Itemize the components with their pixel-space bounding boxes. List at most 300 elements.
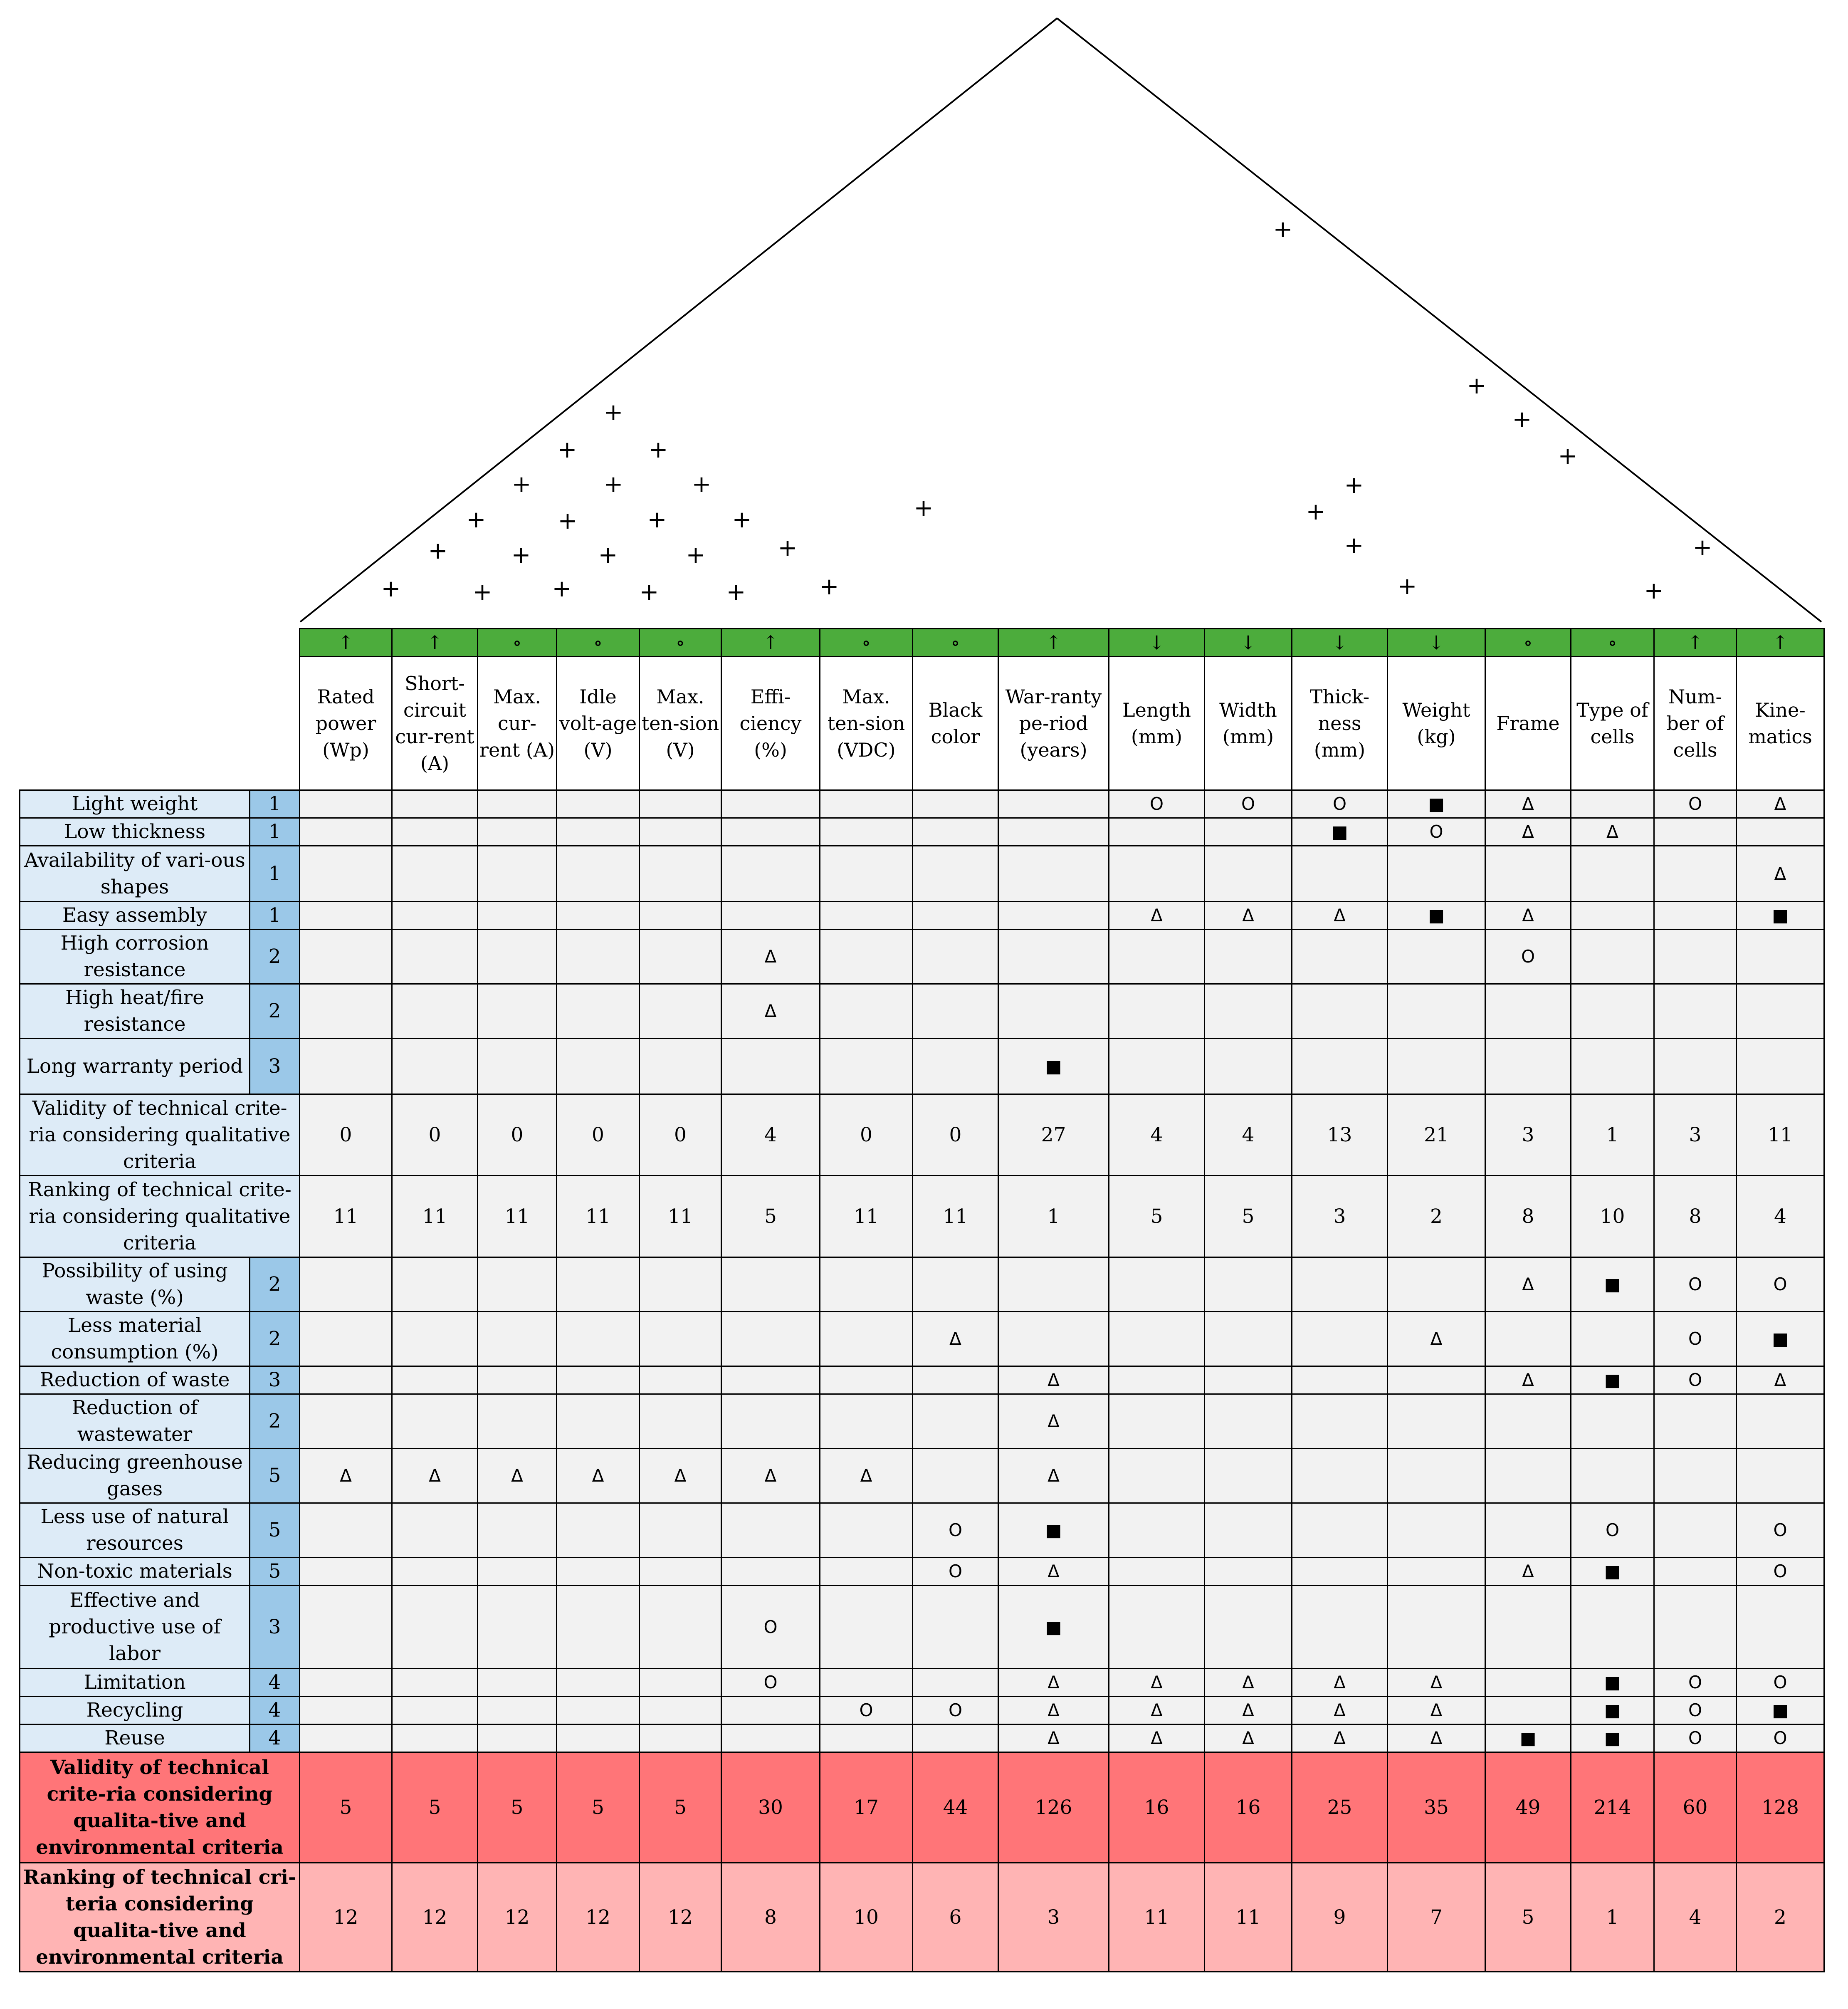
relationship-cell: ■ (998, 1503, 1109, 1558)
relationship-cell (820, 1724, 913, 1752)
requirement-weight: 5 (250, 1503, 300, 1558)
requirement-label: Light weight (20, 790, 250, 818)
final-summary-value: 3 (998, 1863, 1109, 1972)
summary-value: 5 (1205, 1176, 1292, 1257)
relationship-cell (557, 1586, 640, 1669)
relationship-cell: Δ (1737, 790, 1824, 818)
relationship-cell: Δ (998, 1724, 1109, 1752)
final-summary-value: 5 (478, 1752, 557, 1863)
final-summary-value: 12 (557, 1863, 640, 1972)
relationship-cell: Δ (1485, 902, 1571, 930)
final-summary-value: 1 (1571, 1863, 1654, 1972)
relationship-cell (1571, 1039, 1654, 1094)
relationship-cell (300, 846, 392, 902)
relationship-cell (1388, 1394, 1485, 1449)
relationship-cell (557, 818, 640, 846)
relationship-cell (1109, 1312, 1205, 1366)
positive-correlation-mark: + (466, 506, 486, 533)
relationship-cell (1571, 846, 1654, 902)
relationship-cell (640, 846, 721, 902)
relationship-cell (1205, 1394, 1292, 1449)
positive-correlation-mark: + (603, 399, 623, 426)
summary-value: 27 (998, 1094, 1109, 1176)
relationship-cell (1205, 1449, 1292, 1503)
relationship-cell (913, 1394, 998, 1449)
relationship-cell (721, 846, 820, 902)
relationship-cell: Δ (1485, 790, 1571, 818)
final-summary-value: 16 (1109, 1752, 1205, 1863)
relationship-cell (913, 1366, 998, 1394)
relationship-cell: Δ (1109, 1724, 1205, 1752)
relationship-cell: ■ (1571, 1724, 1654, 1752)
relationship-cell (1205, 1366, 1292, 1394)
empty-corner-cell (20, 657, 300, 790)
relationship-cell: ■ (1571, 1669, 1654, 1697)
summary-value: 5 (721, 1176, 820, 1257)
relationship-cell (1654, 1449, 1737, 1503)
relationship-cell (557, 1697, 640, 1724)
relationship-cell: ■ (1292, 818, 1388, 846)
relationship-cell (820, 1312, 913, 1366)
requirement-label: Reducing greenhouse gases (20, 1449, 250, 1503)
relationship-cell (998, 1257, 1109, 1312)
relationship-cell (820, 818, 913, 846)
relationship-cell (998, 902, 1109, 930)
environmental-requirement-row (20, 1449, 1824, 1503)
relationship-cell (1292, 1394, 1388, 1449)
relationship-cell (820, 1669, 913, 1697)
technical-criterion-header: Rated power (Wp) (300, 657, 392, 790)
relationship-cell (392, 818, 478, 846)
technical-criterion-header: Black color (913, 657, 998, 790)
final-summary-value: 12 (640, 1863, 721, 1972)
relationship-cell (820, 930, 913, 984)
summary-value: 1 (1571, 1094, 1654, 1176)
relationship-cell (913, 984, 998, 1039)
summary-value: 21 (1388, 1094, 1485, 1176)
direction-arrow-cell: ∘ (1485, 629, 1571, 657)
relationship-cell (721, 1503, 820, 1558)
qualitative-requirement-row (20, 818, 1824, 846)
environmental-requirement-row (20, 1724, 1824, 1752)
relationship-cell: ■ (1485, 1724, 1571, 1752)
relationship-cell (1654, 930, 1737, 984)
positive-correlation-mark: + (726, 579, 746, 606)
relationship-cell: O (913, 1697, 998, 1724)
qualitative-validity-row (20, 1094, 1824, 1176)
technical-criterion-header: Num-ber of cells (1654, 657, 1737, 790)
requirement-label: Less material consumption (%) (20, 1312, 250, 1366)
relationship-cell: Δ (1292, 1724, 1388, 1752)
relationship-cell (1292, 1503, 1388, 1558)
relationship-cell (392, 1312, 478, 1366)
relationship-cell (557, 790, 640, 818)
relationship-cell (640, 1366, 721, 1394)
relationship-cell (1292, 984, 1388, 1039)
relationship-cell (1109, 1394, 1205, 1449)
direction-arrow-cell: ↑ (1737, 629, 1824, 657)
relationship-cell (1654, 984, 1737, 1039)
relationship-cell (1737, 1449, 1824, 1503)
environmental-requirement-row (20, 1503, 1824, 1558)
positive-correlation-mark: + (914, 495, 934, 522)
relationship-cell (820, 790, 913, 818)
relationship-cell (1737, 1394, 1824, 1449)
requirement-label: Recycling (20, 1697, 250, 1724)
relationship-cell (820, 984, 913, 1039)
relationship-cell (1571, 790, 1654, 818)
relationship-cell: ■ (1571, 1366, 1654, 1394)
final-summary-value: 7 (1388, 1863, 1485, 1972)
relationship-cell (640, 1039, 721, 1094)
final-summary-value: 10 (820, 1863, 913, 1972)
relationship-cell (557, 902, 640, 930)
relationship-cell (721, 1366, 820, 1394)
relationship-cell (1388, 1257, 1485, 1312)
relationship-cell (1109, 818, 1205, 846)
final-summary-value: 44 (913, 1752, 998, 1863)
relationship-cell (478, 846, 557, 902)
relationship-cell (820, 1366, 913, 1394)
relationship-cell: O (913, 1503, 998, 1558)
final-summary-value: 9 (1292, 1863, 1388, 1972)
requirement-label: Limitation (20, 1669, 250, 1697)
relationship-cell (1737, 930, 1824, 984)
summary-value: 0 (820, 1094, 913, 1176)
relationship-cell (1109, 1558, 1205, 1586)
requirement-label: Long warranty period (20, 1039, 250, 1094)
direction-arrow-cell: ↓ (1388, 629, 1485, 657)
final-summary-value: 12 (392, 1863, 478, 1972)
summary-value: 8 (1654, 1176, 1737, 1257)
relationship-cell (478, 984, 557, 1039)
relationship-cell (721, 1558, 820, 1586)
final-summary-value: 128 (1737, 1752, 1824, 1863)
relationship-cell (640, 1586, 721, 1669)
environmental-requirement-row (20, 1558, 1824, 1586)
relationship-cell (820, 1586, 913, 1669)
final-validity-row (20, 1752, 1824, 1863)
relationship-cell: Δ (998, 1669, 1109, 1697)
positive-correlation-mark: + (1467, 372, 1487, 399)
relationship-cell: O (1737, 1503, 1824, 1558)
positive-correlation-mark: + (647, 506, 667, 533)
relationship-cell (913, 1449, 998, 1503)
relationship-cell: ■ (998, 1039, 1109, 1094)
relationship-cell (1485, 1449, 1571, 1503)
requirement-weight: 2 (250, 1257, 300, 1312)
final-summary-value: 5 (1485, 1863, 1571, 1972)
relationship-cell (1388, 1503, 1485, 1558)
requirement-label: Effective and productive use of labor (20, 1586, 250, 1669)
summary-value: 0 (300, 1094, 392, 1176)
relationship-cell (913, 1586, 998, 1669)
relationship-cell (1654, 1586, 1737, 1669)
relationship-cell (392, 1366, 478, 1394)
relationship-cell: O (1654, 1257, 1737, 1312)
relationship-cell (1205, 818, 1292, 846)
relationship-cell (1571, 1449, 1654, 1503)
relationship-cell (1109, 1366, 1205, 1394)
positive-correlation-mark: + (1306, 498, 1326, 525)
relationship-cell: Δ (1109, 1697, 1205, 1724)
relationship-cell (392, 1724, 478, 1752)
technical-criterion-header: Effi-ciency (%) (721, 657, 820, 790)
technical-criterion-header: Length (mm) (1109, 657, 1205, 790)
relationship-cell: Δ (478, 1449, 557, 1503)
relationship-cell (1571, 902, 1654, 930)
relationship-cell (640, 984, 721, 1039)
positive-correlation-mark: + (1344, 472, 1364, 499)
final-summary-value: 5 (557, 1752, 640, 1863)
final-summary-value: 11 (1205, 1863, 1292, 1972)
requirement-label: Low thickness (20, 818, 250, 846)
relationship-cell (640, 790, 721, 818)
direction-arrow-cell: ∘ (557, 629, 640, 657)
relationship-cell (300, 1257, 392, 1312)
relationship-cell (557, 846, 640, 902)
relationship-cell: ■ (1737, 902, 1824, 930)
relationship-cell (1205, 1503, 1292, 1558)
relationship-cell (557, 1312, 640, 1366)
relationship-cell (1654, 1394, 1737, 1449)
relationship-cell: O (1737, 1669, 1824, 1697)
final-summary-value: 8 (721, 1863, 820, 1972)
relationship-cell (392, 1697, 478, 1724)
relationship-cell (300, 1697, 392, 1724)
relationship-cell (478, 1503, 557, 1558)
environmental-requirement-row (20, 1669, 1824, 1697)
relationship-cell (1485, 1586, 1571, 1669)
relationship-cell (913, 1039, 998, 1094)
relationship-cell: Δ (1388, 1312, 1485, 1366)
relationship-cell: Δ (1388, 1724, 1485, 1752)
relationship-cell (478, 1257, 557, 1312)
relationship-cell: ■ (1737, 1697, 1824, 1724)
relationship-cell (1109, 1257, 1205, 1312)
environmental-requirement-row (20, 1586, 1824, 1669)
relationship-cell (998, 790, 1109, 818)
relationship-cell (1654, 818, 1737, 846)
relationship-cell: Δ (1205, 1724, 1292, 1752)
qualitative-requirement-row (20, 984, 1824, 1039)
relationship-cell (721, 1697, 820, 1724)
summary-value: 11 (820, 1176, 913, 1257)
relationship-cell (1205, 1039, 1292, 1094)
summary-value: 11 (300, 1176, 392, 1257)
direction-arrow-cell: ↑ (998, 629, 1109, 657)
technical-criterion-header: Frame (1485, 657, 1571, 790)
relationship-cell (913, 1669, 998, 1697)
relationship-cell (820, 1257, 913, 1312)
summary-value: 0 (913, 1094, 998, 1176)
relationship-cell (998, 846, 1109, 902)
relationship-cell (1109, 846, 1205, 902)
positive-correlation-mark: + (557, 436, 577, 463)
house-of-quality-matrix (19, 628, 1825, 1972)
relationship-cell: ■ (998, 1586, 1109, 1669)
relationship-cell (392, 1558, 478, 1586)
final-summary-value: 11 (1109, 1863, 1205, 1972)
relationship-cell (1205, 846, 1292, 902)
relationship-cell (1388, 930, 1485, 984)
relationship-cell: Δ (1485, 1366, 1571, 1394)
relationship-cell: Δ (1485, 818, 1571, 846)
relationship-cell (478, 1366, 557, 1394)
relationship-cell: O (913, 1558, 998, 1586)
technical-criterion-header: Width (mm) (1205, 657, 1292, 790)
relationship-cell (478, 1669, 557, 1697)
relationship-cell (557, 1039, 640, 1094)
final-summary-value: 5 (640, 1752, 721, 1863)
relationship-cell: Δ (1109, 902, 1205, 930)
summary-label: Validity of technical crite-ria considering qualitative criteria (20, 1094, 300, 1176)
relationship-cell (1737, 818, 1824, 846)
requirement-label: Reduction of waste (20, 1366, 250, 1394)
requirement-label: Availability of vari-ous shapes (20, 846, 250, 902)
direction-arrow-cell: ∘ (820, 629, 913, 657)
relationship-cell (1571, 1312, 1654, 1366)
relationship-cell (820, 1039, 913, 1094)
positive-correlation-mark: + (648, 436, 668, 463)
relationship-cell (1109, 930, 1205, 984)
relationship-cell (478, 818, 557, 846)
relationship-cell (1205, 1558, 1292, 1586)
positive-correlation-mark: + (1692, 534, 1712, 561)
relationship-cell: ■ (1571, 1558, 1654, 1586)
requirement-label: Possibility of using waste (%) (20, 1257, 250, 1312)
positive-correlation-mark: + (692, 471, 712, 498)
relationship-cell (557, 1394, 640, 1449)
relationship-cell (557, 1558, 640, 1586)
relationship-cell (913, 1257, 998, 1312)
relationship-cell: Δ (998, 1558, 1109, 1586)
relationship-cell (478, 1394, 557, 1449)
relationship-cell: O (1654, 1669, 1737, 1697)
relationship-cell (820, 1558, 913, 1586)
relationship-cell: Δ (1109, 1669, 1205, 1697)
relationship-cell (1205, 1257, 1292, 1312)
relationship-cell (300, 1394, 392, 1449)
summary-value: 4 (1737, 1176, 1824, 1257)
relationship-cell (392, 984, 478, 1039)
relationship-cell (557, 1257, 640, 1312)
relationship-cell (1292, 1312, 1388, 1366)
relationship-cell: Δ (913, 1312, 998, 1366)
relationship-cell (1485, 1394, 1571, 1449)
final-summary-value: 35 (1388, 1752, 1485, 1863)
relationship-cell: Δ (1388, 1697, 1485, 1724)
requirement-weight: 4 (250, 1724, 300, 1752)
relationship-cell (820, 902, 913, 930)
relationship-cell (1485, 1039, 1571, 1094)
relationship-cell (1292, 1586, 1388, 1669)
technical-criterion-header: Type of cells (1571, 657, 1654, 790)
direction-arrow-cell: ↓ (1205, 629, 1292, 657)
relationship-cell (392, 1394, 478, 1449)
relationship-cell: Δ (557, 1449, 640, 1503)
technical-criterion-header: War-ranty pe-riod (years) (998, 657, 1109, 790)
relationship-cell (557, 1724, 640, 1752)
summary-value: 1 (998, 1176, 1109, 1257)
direction-arrow-cell: ∘ (1571, 629, 1654, 657)
direction-arrow-cell: ↑ (392, 629, 478, 657)
requirement-label: Reduction of wastewater (20, 1394, 250, 1449)
relationship-cell (300, 902, 392, 930)
requirement-weight: 3 (250, 1586, 300, 1669)
relationship-cell (478, 1724, 557, 1752)
relationship-cell (721, 1394, 820, 1449)
relationship-cell (1737, 1586, 1824, 1669)
final-summary-value: 30 (721, 1752, 820, 1863)
qualitative-requirement-row (20, 902, 1824, 930)
summary-value: 4 (1109, 1094, 1205, 1176)
relationship-cell: ■ (1571, 1697, 1654, 1724)
relationship-cell (1292, 1039, 1388, 1094)
summary-value: 5 (1109, 1176, 1205, 1257)
final-summary-value: 25 (1292, 1752, 1388, 1863)
relationship-cell: Δ (721, 984, 820, 1039)
relationship-cell: Δ (1388, 1669, 1485, 1697)
qualitative-requirement-row (20, 1039, 1824, 1094)
relationship-cell: Δ (1205, 1669, 1292, 1697)
final-summary-value: 2 (1737, 1863, 1824, 1972)
direction-arrow-cell: ∘ (478, 629, 557, 657)
relationship-cell (1205, 984, 1292, 1039)
relationship-cell (721, 1724, 820, 1752)
summary-value: 11 (913, 1176, 998, 1257)
requirement-weight: 5 (250, 1558, 300, 1586)
relationship-cell (1388, 984, 1485, 1039)
final-summary-label: Validity of technical crite-ria considering qualita-tive and environmental criteria (20, 1752, 300, 1863)
relationship-cell (300, 984, 392, 1039)
environmental-requirement-row (20, 1697, 1824, 1724)
relationship-cell (1292, 846, 1388, 902)
relationship-cell (1109, 984, 1205, 1039)
relationship-cell (300, 1503, 392, 1558)
relationship-cell (1571, 1586, 1654, 1669)
summary-value: 0 (392, 1094, 478, 1176)
requirement-weight: 2 (250, 1312, 300, 1366)
summary-value: 4 (1205, 1094, 1292, 1176)
technical-criterion-header: Idle volt-age (V) (557, 657, 640, 790)
relationship-cell (300, 818, 392, 846)
relationship-cell: O (1109, 790, 1205, 818)
final-summary-value: 4 (1654, 1863, 1737, 1972)
technical-criterion-header: Thick-ness (mm) (1292, 657, 1388, 790)
relationship-cell (998, 984, 1109, 1039)
requirement-weight: 2 (250, 930, 300, 984)
empty-corner-cell (20, 629, 300, 657)
relationship-cell (1109, 1503, 1205, 1558)
summary-value: 8 (1485, 1176, 1571, 1257)
relationship-cell (1205, 930, 1292, 984)
requirement-label: High corrosion resistance (20, 930, 250, 984)
relationship-cell (300, 1558, 392, 1586)
relationship-cell (1292, 1257, 1388, 1312)
relationship-cell (640, 818, 721, 846)
relationship-cell (913, 1724, 998, 1752)
technical-criterion-header: Weight (kg) (1388, 657, 1485, 790)
direction-arrow-cell: ∘ (640, 629, 721, 657)
relationship-cell: Δ (998, 1366, 1109, 1394)
requirement-weight: 4 (250, 1669, 300, 1697)
final-summary-value: 49 (1485, 1752, 1571, 1863)
relationship-cell (478, 930, 557, 984)
final-summary-value: 17 (820, 1752, 913, 1863)
relationship-cell (998, 1312, 1109, 1366)
relationship-cell (998, 818, 1109, 846)
